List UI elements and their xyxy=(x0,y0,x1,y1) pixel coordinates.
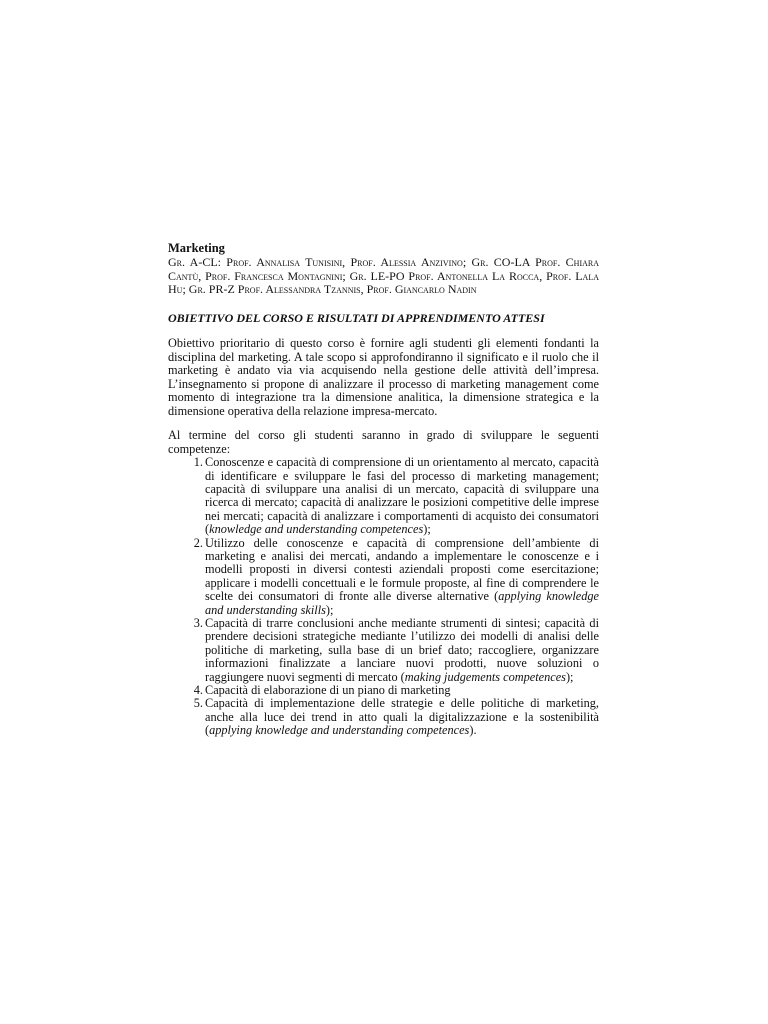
outcome-competence-label: applying knowledge and understanding competences xyxy=(209,723,470,738)
outcome-text: Capacità di trarre conclusioni anche mediante strumenti di sintesi; capacità di prendere decisioni strategiche mediante l’utilizzo dei modelli di analisi delle politiche di marketing, sulla base di un brief dato; raccogliere, organizzare informazioni finalizzate a lanciare nuovi prodotti, nuove soluzioni o raggiungere nuovi segmenti di mercato ( xyxy=(205,615,599,684)
outcome-item xyxy=(193,696,599,738)
course-title: Marketing xyxy=(168,241,225,255)
outcome-text: Capacità di implementazione delle strategie e delle politiche di marketing, anche alla luce dei trend in atto quali la digitalizzazione e la sostenibilità ( xyxy=(205,696,599,738)
outcome-competence-label: knowledge and understanding competences xyxy=(209,522,424,537)
outcome-item xyxy=(193,455,599,537)
outcome-text-tail: ); xyxy=(325,602,334,617)
course-instructors: Gr. A-CL: Prof. Annalisa Tunisini, Prof. Alessia Anzivino; Gr. CO-LA Prof. Chiara Cantù, Prof. Francesca Montagnini; Gr. LE-PO Prof. Antonella La Rocca, Prof. Lala Hu; Gr. PR-Z Prof. Alessandra Tzannis, Prof. Giancarlo Nadin xyxy=(168,255,599,297)
outcome-item xyxy=(193,535,599,617)
outcome-item xyxy=(193,683,599,698)
course-objective-paragraph: Obiettivo prioritario di questo corso è fornire agli studenti gli elementi fondanti la disciplina del marketing. A tale scopo si approfondiranno il significato e il ruolo che il marketing è andato via via acquisendo nella gestione delle attività dell’impresa. L’insegnamento si propone di analizzare il processo di marketing management come momento di integrazione tra la dimensione analitica, la dimensione strategica e la dimensione operativa della relazione impresa-mercato. xyxy=(168,336,599,418)
outcome-number: 4. xyxy=(193,683,203,698)
outcome-number: 2. xyxy=(193,535,203,550)
outcome-competence-label: applying knowledge and understanding skills xyxy=(205,589,599,617)
outcome-number: 1. xyxy=(193,455,203,470)
document-page xyxy=(168,241,599,738)
section-heading: OBIETTIVO DEL CORSO E RISULTATI DI APPRENDIMENTO ATTESI xyxy=(168,311,545,326)
outcome-text: Utilizzo delle conoscenze e capacità di comprensione dell’ambiente di marketing e analisi dei mercati, andando a implementare le conoscenze e i modelli proposti in diversi contesti aziendali proposti come esercitazione; applicare i modelli concettuali e le formule proposte, al fine di comprendere le scelte dei consumatori di fronte alle diverse alternative ( xyxy=(205,535,599,604)
outcome-item xyxy=(193,615,599,684)
outcome-competence-label: making judgements competences xyxy=(404,669,566,684)
outcome-text: Conoscenze e capacità di comprensione di un orientamento al mercato, capacità di identificare e sviluppare le fasi del processo di marketing management; capacità di sviluppare una analisi di un mercato, capacità di sviluppare una ricerca di mercato; capacità di analizzare le posizioni competitive delle imprese nei mercati; capacità di analizzare i comportamenti di acquisto dei consumatori ( xyxy=(205,455,599,537)
outcome-text-tail: ); xyxy=(565,669,574,684)
outcomes-lead-paragraph: Al termine del corso gli studenti saranno in grado di sviluppare le seguenti competenze: xyxy=(168,428,599,456)
outcome-text: Capacità di elaborazione di un piano di marketing xyxy=(205,683,451,698)
outcome-text-tail: ); xyxy=(423,522,431,537)
outcome-text-tail: ). xyxy=(469,723,477,738)
learning-outcomes-list xyxy=(168,456,599,738)
outcome-number: 3. xyxy=(193,615,203,630)
outcome-number: 5. xyxy=(193,696,203,711)
